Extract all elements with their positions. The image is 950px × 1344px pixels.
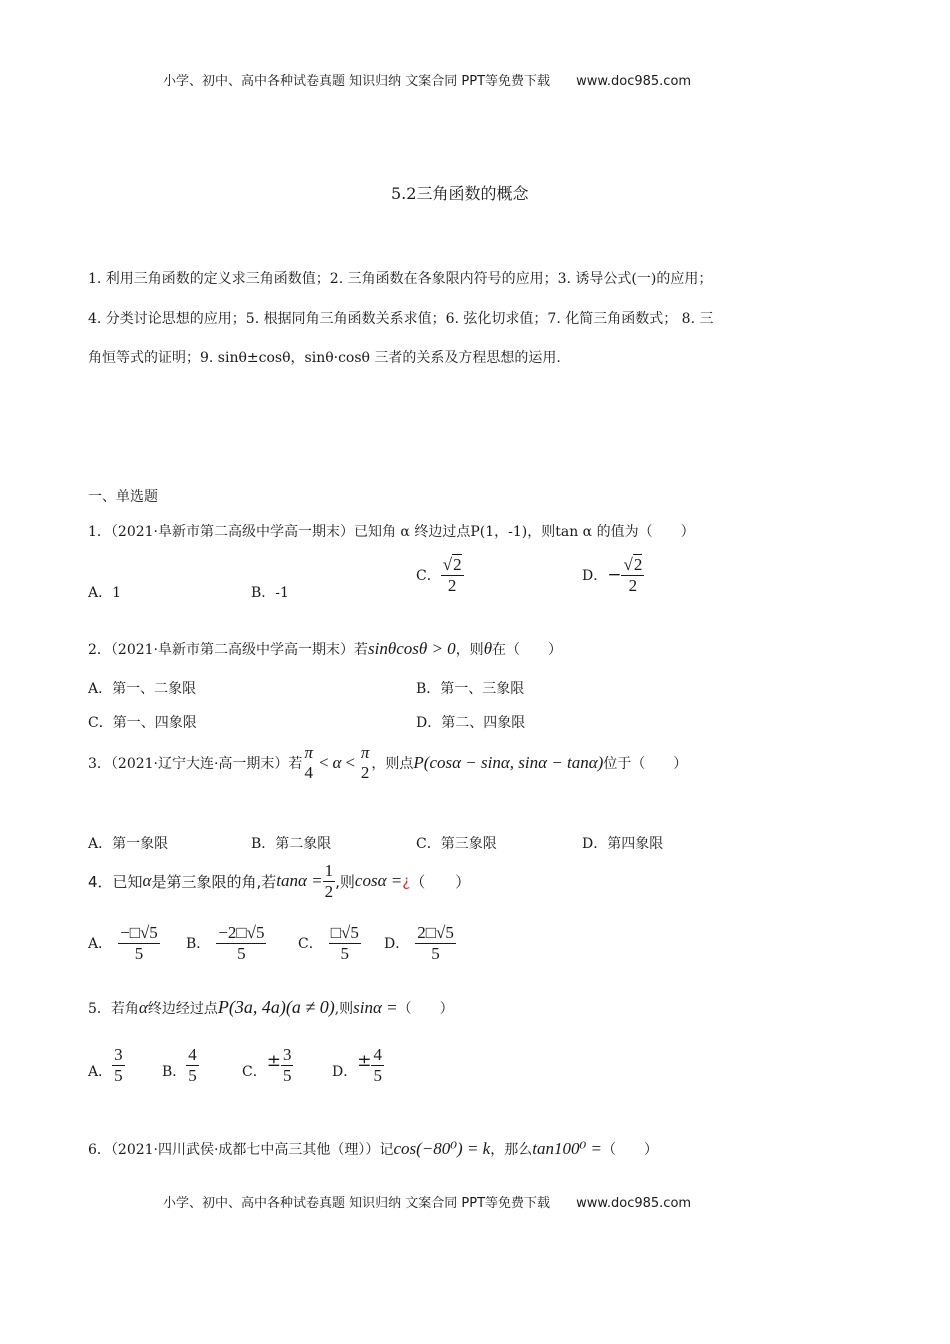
section-heading: 一、单选题 (88, 489, 158, 505)
q6-prefix: 6．（2021·四川武侯·成都七中高三其他（理））记 (88, 1142, 394, 1158)
q1-option-a: A．1 (88, 585, 122, 601)
q5-a-den: 5 (114, 1065, 123, 1085)
q3-four: 4 (304, 762, 313, 782)
q4-a-num: −□√5 (120, 923, 158, 942)
q4-mid: 是第三象限的角,若 (151, 872, 277, 891)
question-2-stem (88, 639, 562, 659)
q4-d-den: 5 (431, 943, 440, 963)
q4-b-label: B． (186, 936, 211, 953)
q2-option-b: B．第一、三象限 (416, 681, 525, 697)
q5-b-num: 4 (188, 1045, 197, 1064)
q1-option-c (416, 556, 464, 595)
q2-variable: θ (483, 639, 493, 658)
q4-cos: cosα = (354, 871, 403, 891)
question-5-stem (88, 997, 454, 1018)
question-3-stem (88, 744, 687, 782)
q5-c-den: 5 (282, 1065, 292, 1085)
q3-option-d: D．第四象限 (582, 836, 664, 852)
q1-c-denominator: 2 (447, 575, 457, 595)
q3-pi-over-2 (359, 744, 372, 782)
q4-a-label: A． (88, 936, 113, 953)
q1-d-numerator: 2 (633, 555, 643, 574)
q3-alpha: α (332, 752, 342, 772)
q3-option-b: B．第二象限 (251, 836, 332, 852)
q4-c-den: 5 (340, 943, 350, 963)
q2-option-a: A．第一、二象限 (88, 681, 197, 697)
q5-c-num: 3 (282, 1045, 292, 1064)
q2-mid: ，则 (455, 642, 484, 658)
q3-pi-1: π (304, 743, 313, 762)
q2-prefix: 2．（2021·阜新市第二高级中学高一期末）若 (88, 642, 368, 658)
q3-two: 2 (360, 762, 370, 782)
q5-prefix: 5．若角 (88, 1000, 139, 1017)
intro-line-2: 4. 分类讨论思想的应用；5. 根据同角三角函数关系求值；6. 弦化切求值；7. 化简三角函数式； 8. 三 (88, 311, 714, 327)
q1-option-b: B．-1 (251, 585, 289, 601)
q3-option-a: A．第一象限 (88, 836, 169, 852)
q2-option-d: D．第二、四象限 (416, 715, 526, 731)
q5-option-b (162, 1046, 199, 1085)
q1-option-d (582, 556, 644, 595)
q4-option-a (88, 924, 160, 963)
q6-formula-2: tan100⁰ = (532, 1139, 602, 1158)
q5-option-d (332, 1046, 384, 1085)
q4-tan: tanα = (276, 871, 323, 891)
q5-mid: 终边经过点 (147, 1000, 218, 1017)
q5-b-label: B． (162, 1063, 187, 1080)
q5-point: P(3a, 4a)(a ≠ 0) (217, 997, 335, 1017)
q5-a-label: A． (88, 1063, 113, 1080)
footer-url[interactable]: www.doc985.com (576, 1196, 692, 1211)
q4-c-num: □√5 (330, 923, 359, 942)
question-1-stem: 1．（2021·阜新市第二高级中学高一期末）已知角 α 终边过点P(1，-1)，则tan α 的值为（ ） (88, 524, 695, 540)
q5-d-den: 5 (373, 1065, 382, 1085)
q4-half-den: 2 (324, 881, 334, 901)
q5-alpha: α (138, 997, 148, 1017)
q1-d-denominator: 2 (628, 575, 638, 595)
q6-suffix: （ ） (602, 1142, 658, 1158)
q5-c-label: C． (242, 1063, 267, 1080)
q5-option-c (242, 1046, 293, 1085)
q3-pi-over-4 (302, 744, 315, 782)
q3-prefix: 3．（2021·辽宁大连·高一期末）若 (88, 755, 303, 772)
q2-option-c: C．第一、四象限 (88, 715, 197, 731)
header-url[interactable]: www.doc985.com (576, 74, 692, 89)
q5-a-num: 3 (114, 1045, 123, 1064)
q5-d-label: D． (332, 1063, 358, 1080)
q4-then: ,则 (335, 872, 355, 891)
q4-b-num: −2□√5 (218, 923, 265, 942)
q3-mid: ，则点 (371, 755, 414, 772)
q3-lt-1: < (317, 752, 330, 772)
q4-option-c (298, 924, 361, 963)
q1-option-c-label: C． (416, 568, 441, 585)
q3-pi-2: π (360, 743, 370, 762)
q1-option-c-fraction: $\frac{√2}{2}$ (442, 555, 462, 595)
q1-c-numerator: 2 (453, 555, 462, 574)
page-footer (163, 1192, 691, 1211)
q4-prefix: 4．已知 (88, 872, 143, 891)
question-4-stem (88, 862, 470, 901)
q2-suffix: 在（ ） (492, 642, 563, 658)
q5-suffix: （ ） (397, 1000, 454, 1017)
page-title: 5.2三角函数的概念 (391, 184, 529, 203)
q5-sin: sinα = (353, 997, 398, 1017)
q6-mid: ，那么 (490, 1142, 533, 1158)
page-header (163, 70, 691, 89)
q5-b-den: 5 (188, 1065, 197, 1085)
q3-option-c: C．第三象限 (416, 836, 497, 852)
footer-text: 小学、初中、高中各种试卷真题 知识归纳 文案合同 PPT等免费下载 (163, 1196, 551, 1211)
q5-c-pm: ± (266, 1050, 281, 1071)
intro-line-1: 1. 利用三角函数的定义求三角函数值；2. 三角函数在各象限内符号的应用；3. 诱导公式(一)的应用； (88, 271, 713, 287)
intro-line-3: 角恒等式的证明；9. sinθ±cosθ，sinθ·cosθ 三者的关系及方程思想的运用. (88, 350, 561, 366)
q4-suffix: （ ） (410, 872, 471, 891)
q3-lt-2: < (344, 752, 356, 772)
q4-alpha: α (142, 871, 152, 891)
q4-d-label: D． (384, 936, 410, 953)
q4-c-label: C． (298, 936, 323, 953)
q4-a-den: 5 (134, 943, 144, 963)
q5-d-num: 4 (373, 1045, 382, 1064)
question-6-stem (88, 1139, 658, 1159)
q4-d-num: 2□√5 (417, 923, 454, 942)
q4-glyph: ¿ (402, 872, 411, 891)
q4-option-d (384, 924, 456, 963)
q1-option-d-label: D． (582, 568, 608, 585)
q5-then: ,则 (334, 1000, 354, 1017)
q4-half-num: 1 (324, 861, 334, 880)
q6-formula: cos(−80⁰) = k (393, 1139, 491, 1158)
q5-d-pm: ± (357, 1050, 372, 1071)
q1-option-d-fraction: $\frac{√2}{2}$ (623, 555, 643, 595)
q4-b-den: 5 (237, 943, 246, 963)
header-text: 小学、初中、高中各种试卷真题 知识归纳 文案合同 PPT等免费下载 (163, 74, 551, 89)
q1-d-sign: − (607, 565, 622, 586)
q5-option-a (88, 1046, 125, 1085)
q3-point: P(cosα − sinα, sinα − tanα) (413, 752, 604, 772)
q3-suffix: 位于（ ） (603, 755, 688, 772)
q4-half (323, 862, 336, 901)
q2-formula: sinθcosθ > 0 (368, 639, 456, 658)
q4-option-b (186, 924, 266, 963)
